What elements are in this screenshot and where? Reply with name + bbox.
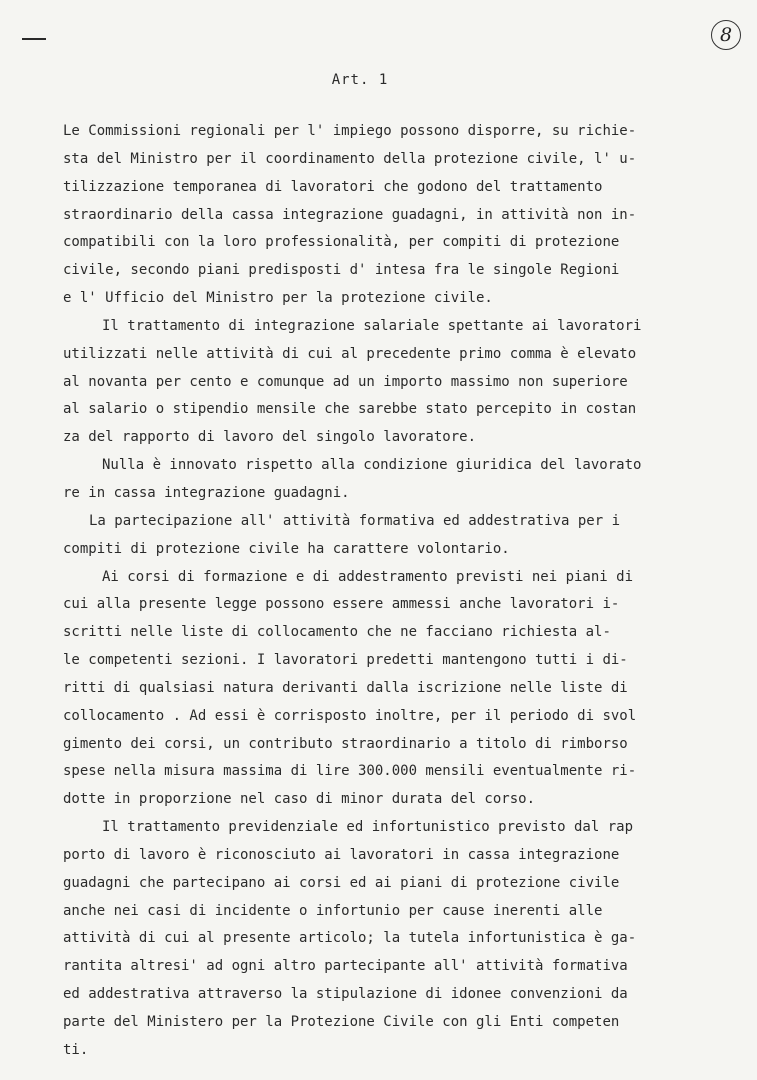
text-line: spese nella misura massima di lire 300.000 mensili eventualmente ri- [63,763,637,780]
text-line: ed addestrativa attraverso la stipulazione di idonee convenzioni da [63,986,628,1003]
text-line: anche nei casi di incidente o infortunio per cause inerenti alle [63,902,603,919]
text-line: le competenti sezioni. I lavoratori predetti mantengono tutti i di- [63,652,628,669]
text-line: ti. [63,1041,89,1058]
text-line: attività di cui al presente articolo; la tutela infortunistica è ga- [63,930,637,947]
text-line: guadagni che partecipano ai corsi ed ai piani di protezione civile [63,874,620,891]
text-line: compatibili con la loro professionalità, per compiti di protezione [63,234,620,251]
margin-mark [22,38,46,40]
text-line: compiti di protezione civile ha carattere volontario. [63,540,510,557]
text-line: porto di lavoro è riconosciuto ai lavoratori in cassa integrazione [63,846,620,863]
text-line: al salario o stipendio mensile che sarebbe stato percepito in costan [63,401,637,418]
text-line: e l' Ufficio del Ministro per la protezione civile. [63,290,493,307]
text-line: straordinario della cassa integrazione guadagni, in attività non in- [63,206,637,223]
article-body [63,118,703,1065]
text-line: Il trattamento previdenziale ed infortunistico previsto dal rap [102,819,634,836]
text-line: Le Commissioni regionali per l' impiego possono disporre, su richie- [63,123,637,139]
text-line: Nulla è innovato rispetto alla condizione giuridica del lavorato [102,457,642,474]
text-line: ritti di qualsiasi natura derivanti dalla iscrizione nelle liste di [63,679,628,696]
text-line: scritti nelle liste di collocamento che ne facciano richiesta al- [63,624,611,641]
text-line: gimento dei corsi, un contributo straordinario a titolo di rimborso [63,735,628,752]
text-line: civile, secondo piani predisposti d' intesa fra le singole Regioni [63,262,620,279]
text-line: sta del Ministro per il coordinamento della protezione civile, l' u- [63,150,637,167]
text-line: dotte in proporzione nel caso di minor durata del corso. [63,791,536,808]
text-line: rantita altresi' ad ogni altro partecipante all' attività formativa [63,958,628,975]
text-line: al novanta per cento e comunque ad un importo massimo non superiore [63,373,628,390]
text-line: cui alla presente legge possono essere ammessi anche lavoratori i- [63,596,620,613]
text-line: utilizzati nelle attività di cui al precedente primo comma è elevato [63,345,637,362]
text-line: Il trattamento di integrazione salariale spettante ai lavoratori [102,317,642,334]
text-line: La partecipazione all' attività formativa ed addestrativa per i [89,512,621,529]
article-heading: Art. 1 [331,72,389,88]
text-line: tilizzazione temporanea di lavoratori che godono del trattamento [63,178,603,195]
text-line: parte del Ministero per la Protezione Civile con gli Enti competen [63,1014,620,1030]
text-line: za del rapporto di lavoro del singolo lavoratore. [63,429,477,446]
text-line: Ai corsi di formazione e di addestramento previsti nei piani di [102,568,634,585]
page-number: 8 [711,20,741,50]
text-line: re in cassa integrazione guadagni. [63,484,350,501]
text-line: collocamento . Ad essi è corrisposto inoltre, per il periodo di svol [63,707,637,724]
